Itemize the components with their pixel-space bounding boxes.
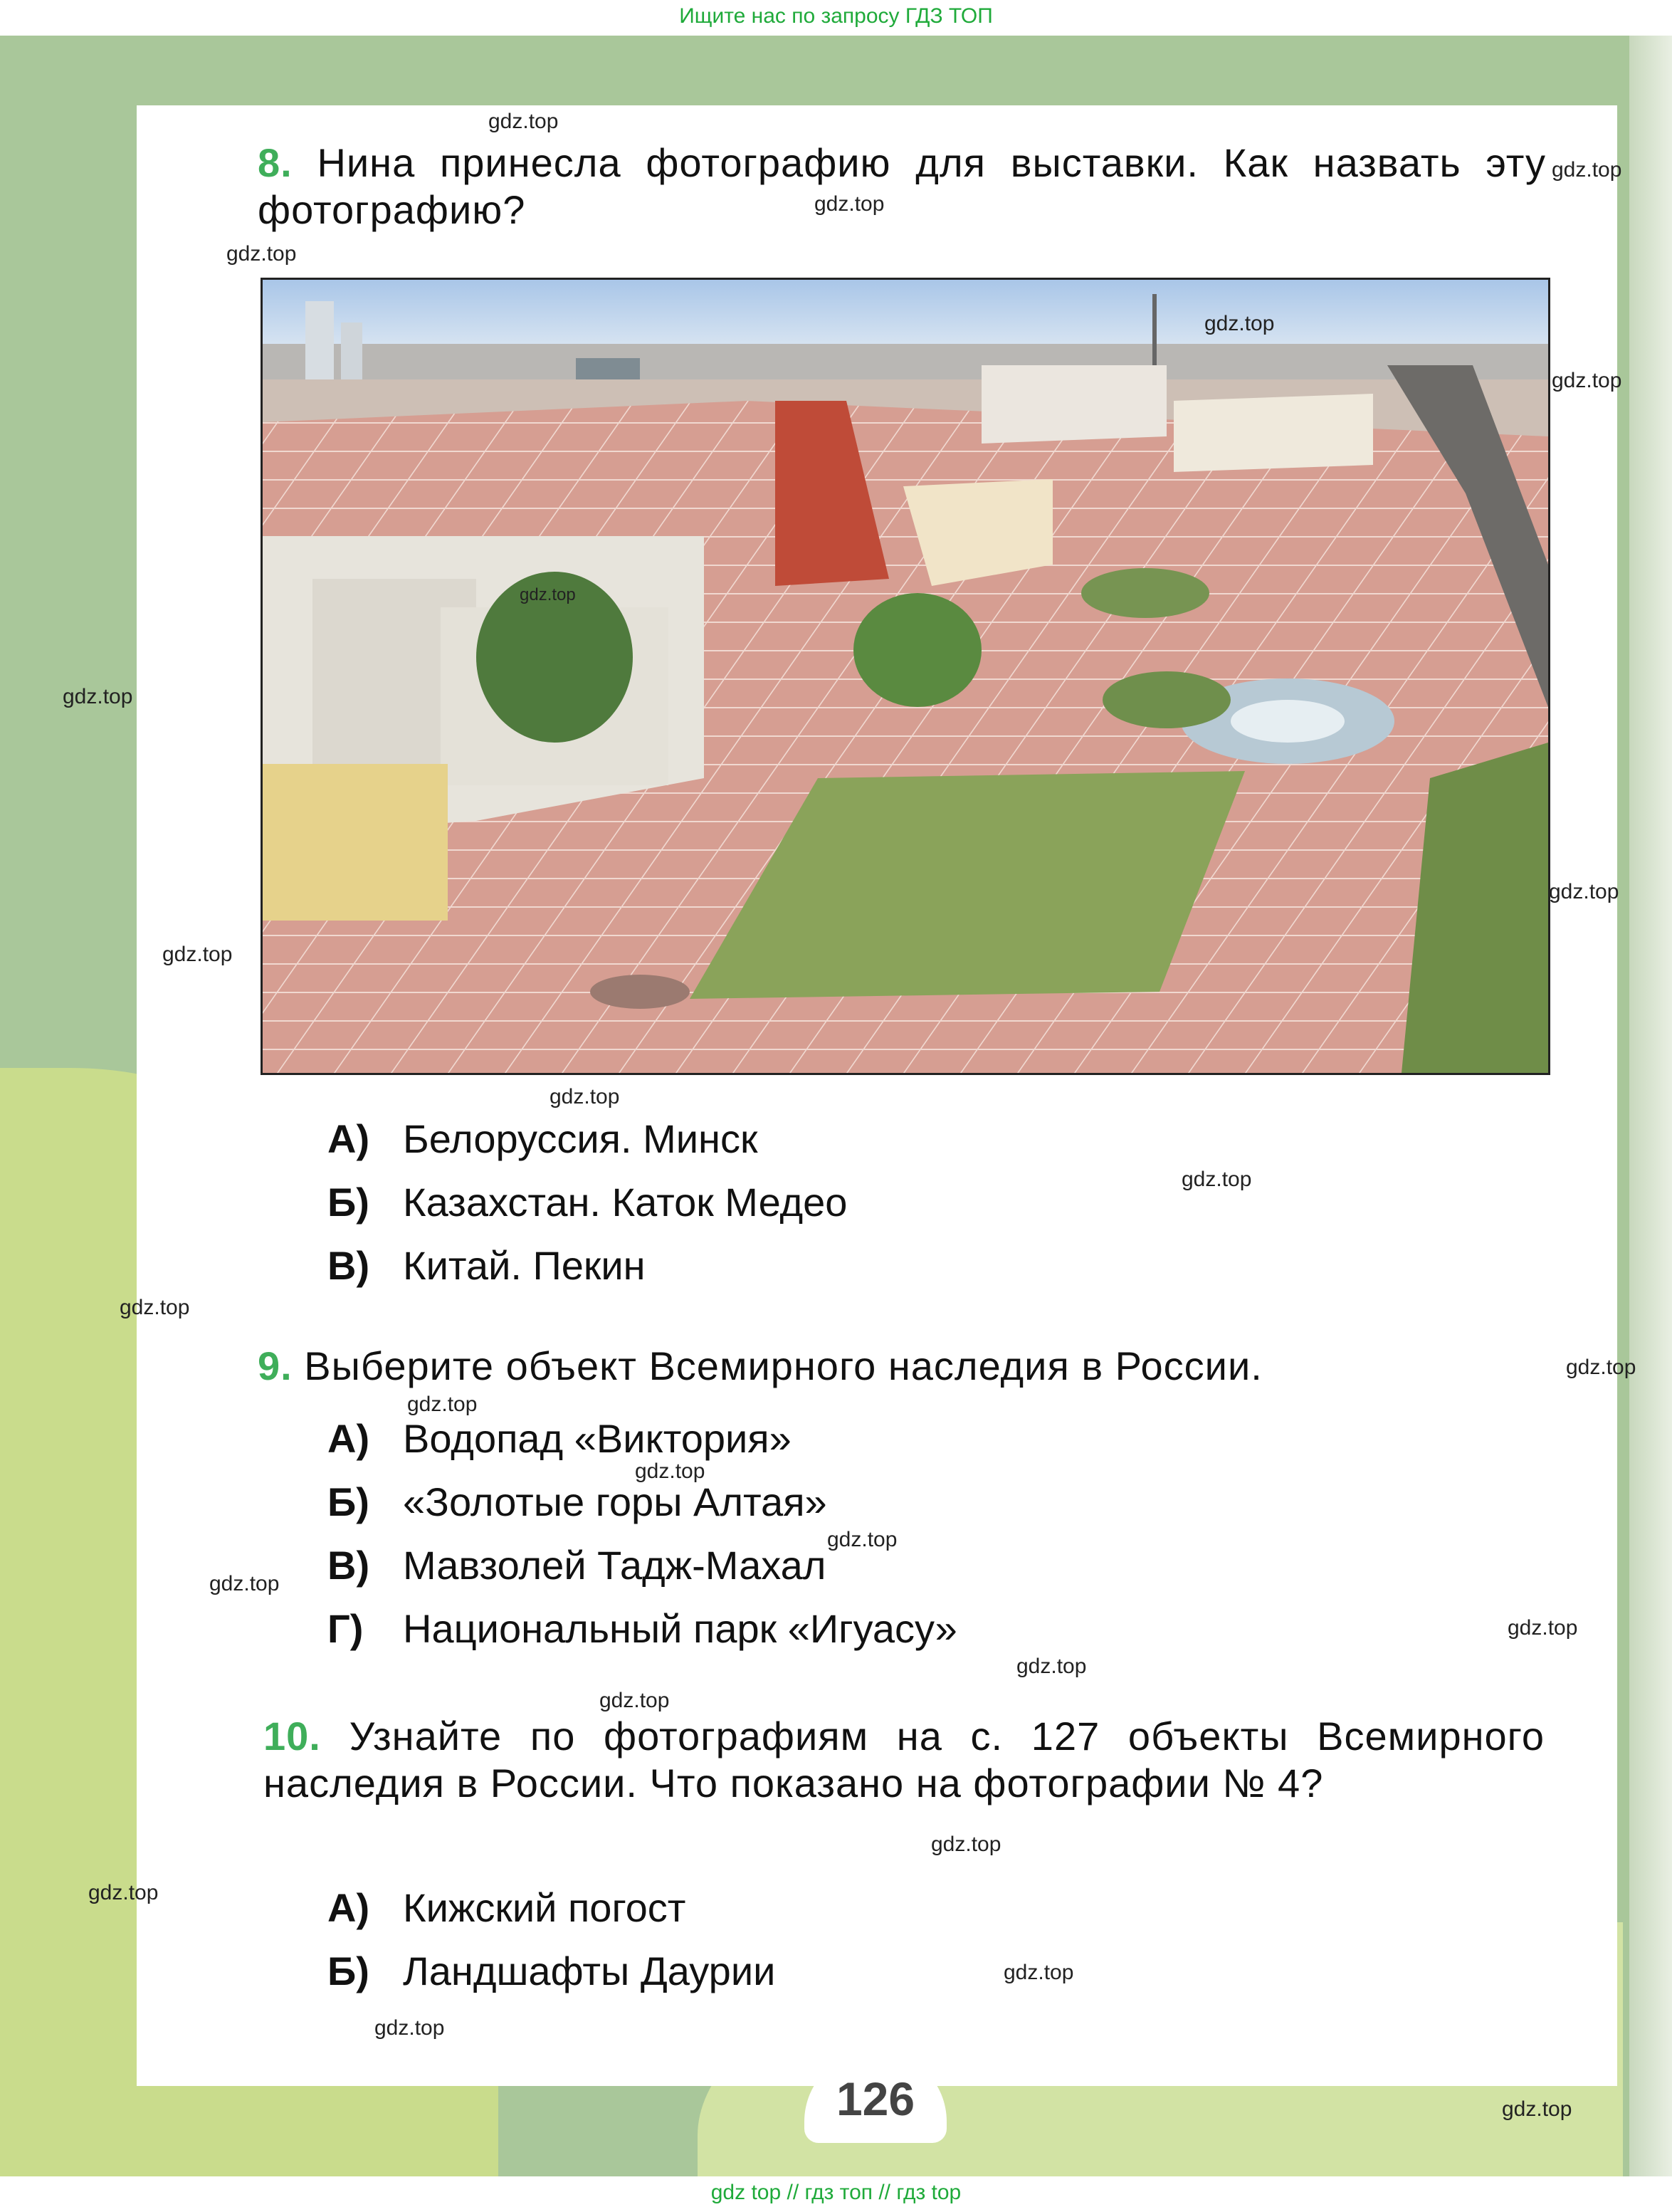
q9-option-d-letter: Г) [327, 1606, 364, 1651]
q10-option-b-letter: Б) [327, 1949, 369, 1993]
watermark: gdz.top [635, 1459, 705, 1483]
q10-option-b-text: Ландшафты Даурии [403, 1949, 776, 1993]
page-edge-strip [1629, 36, 1672, 2176]
q8-option-a-letter: А) [327, 1116, 370, 1161]
question-8 [258, 140, 1546, 234]
q9-option-a-letter: А) [327, 1416, 370, 1461]
watermark: gdz.top [520, 585, 576, 604]
q8-option-c-text: Китай. Пекин [403, 1243, 646, 1288]
watermark: gdz.top [827, 1528, 898, 1551]
q9-option-a[interactable] [327, 1415, 792, 1462]
question-9 [258, 1343, 1546, 1390]
q9-option-c-letter: В) [327, 1543, 370, 1588]
watermark: gdz.top [407, 1393, 478, 1416]
watermark: gdz.top [1016, 1655, 1087, 1678]
watermark: gdz.top [1566, 1356, 1636, 1379]
q9-option-d-text: Национальный парк «Игуасу» [403, 1606, 957, 1651]
question-10-text: Узнайте по фотографиям на с. 127 объекты Всемирного наследия в России. Что показано на фотографии № 4? [263, 1714, 1545, 1805]
watermark: gdz.top [1204, 312, 1275, 335]
watermark: gdz.top [162, 943, 233, 966]
q9-option-b[interactable] [327, 1479, 827, 1526]
watermark: gdz.top [1549, 880, 1619, 903]
q9-option-c[interactable] [327, 1542, 826, 1589]
q9-option-b-text: «Золотые горы Алтая» [403, 1479, 827, 1524]
q8-option-c-letter: В) [327, 1243, 370, 1288]
q8-option-c[interactable] [327, 1242, 646, 1289]
question-9-text: Выберите объект Всемирного наследия в России. [304, 1343, 1263, 1388]
q8-option-b-text: Казахстан. Каток Медео [403, 1180, 848, 1225]
q10-option-a-text: Кижский погост [403, 1885, 686, 1930]
question-9-number: 9. [258, 1343, 293, 1388]
watermark: gdz.top [1508, 1616, 1578, 1640]
question-8-number: 8. [258, 140, 293, 185]
q9-option-d[interactable] [327, 1605, 957, 1652]
q10-option-a[interactable] [327, 1885, 685, 1931]
watermark: gdz.top [120, 1296, 190, 1319]
watermark: gdz.top [374, 2016, 445, 2040]
watermark: gdz.top [1502, 2097, 1572, 2121]
watermark: gdz.top [488, 110, 559, 133]
q10-option-b[interactable] [327, 1948, 775, 1995]
watermark: gdz.top [1552, 158, 1622, 182]
watermark: gdz.top [931, 1833, 1001, 1856]
header-banner[interactable]: Ищите нас по запросу ГДЗ ТОП [0, 0, 1672, 36]
q8-option-b-letter: Б) [327, 1180, 369, 1225]
watermark: gdz.top [63, 685, 133, 708]
q8-option-a-text: Белоруссия. Минск [403, 1116, 758, 1161]
question-10-number: 10. [263, 1714, 321, 1758]
q8-option-b[interactable] [327, 1179, 847, 1226]
aerial-city-square-image [263, 280, 1548, 1073]
footer-links[interactable]: gdz top // гдз топ // гдз top [0, 2176, 1672, 2212]
watermark: gdz.top [226, 242, 297, 266]
q10-option-a-letter: А) [327, 1885, 370, 1930]
q9-option-c-text: Мавзолей Тадж-Махал [403, 1543, 826, 1588]
q9-option-a-text: Водопад «Виктория» [403, 1416, 792, 1461]
q8-option-a[interactable] [327, 1116, 757, 1163]
watermark: gdz.top [209, 1572, 280, 1595]
watermark: gdz.top [1182, 1168, 1252, 1191]
watermark: gdz.top [814, 192, 885, 216]
watermark: gdz.top [599, 1689, 670, 1712]
question-10 [263, 1713, 1545, 1807]
watermark: gdz.top [88, 1881, 159, 1904]
minsk-square-photo [261, 278, 1550, 1075]
question-8-text: Нина принесла фотографию для выставки. Как назвать эту фотографию? [258, 140, 1546, 232]
watermark: gdz.top [1004, 1961, 1074, 1984]
watermark: gdz.top [550, 1085, 620, 1108]
page-number: 126 [836, 2072, 915, 2125]
watermark: gdz.top [1552, 369, 1622, 392]
q9-option-b-letter: Б) [327, 1479, 369, 1524]
